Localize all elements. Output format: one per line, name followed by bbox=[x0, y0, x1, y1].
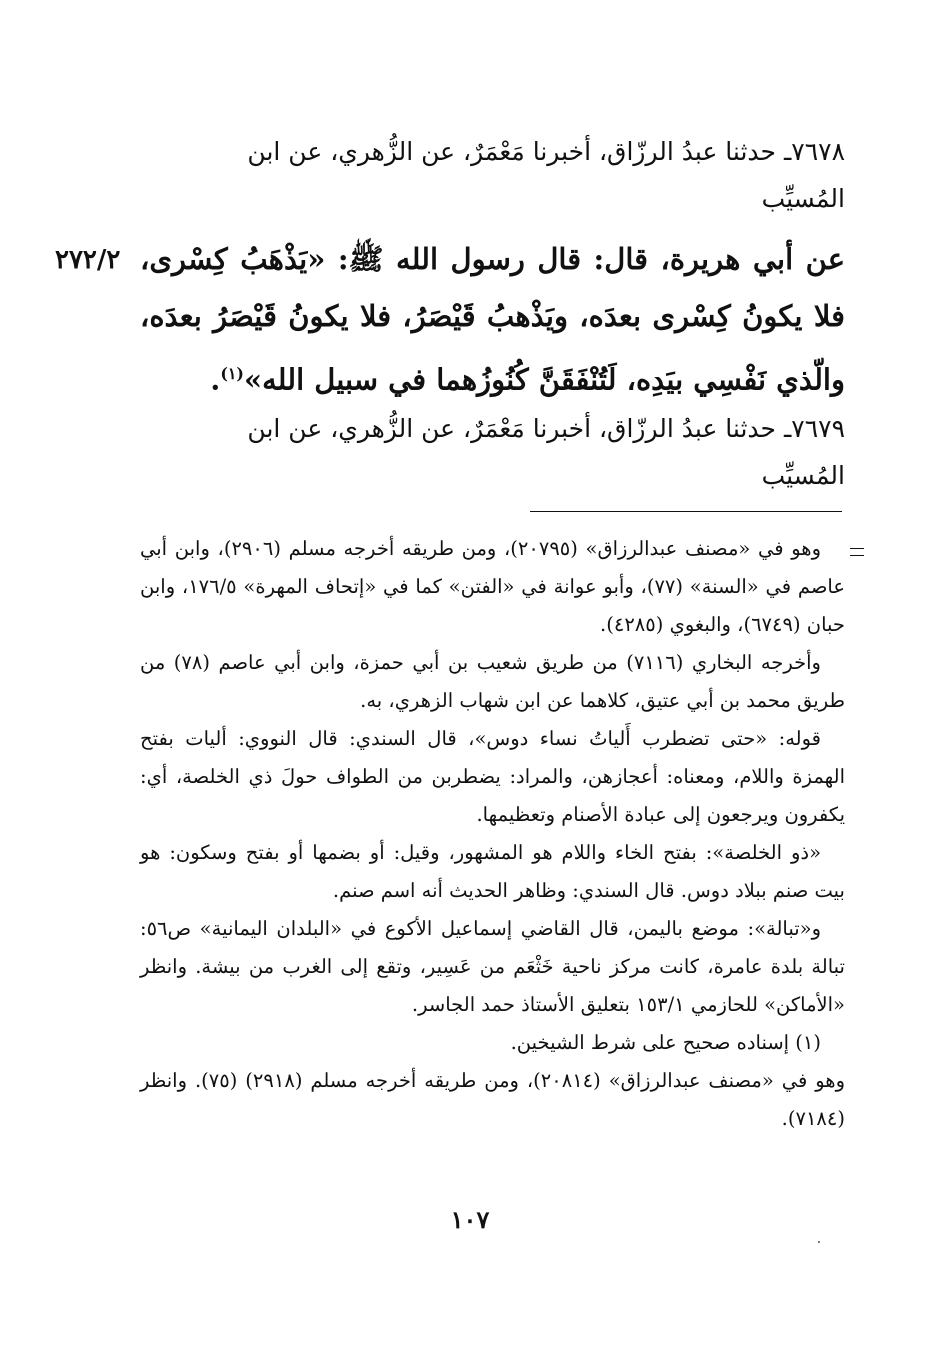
footnote-paragraph: قوله: «حتى تضطرب أَلياتُ نساء دوس»، قال السندي: قال النووي: أليات بفتح الهمزة واللام، ومعناه: أعجازهن، والمراد: يضطربن من الطواف حولَ ذي الخلصة، أي: يكفرون ويرجعون إلى عبادة الأصنام وتعظيمها. bbox=[140, 727, 845, 826]
hadith-7679-number: ٧٦٧٩ـ bbox=[783, 414, 845, 443]
continuation-mark bbox=[850, 548, 864, 556]
footnote-marker: (١) bbox=[220, 364, 244, 383]
footnote-separator bbox=[530, 511, 842, 512]
hadith-7678-isnad-text: حدثنا عبدُ الرزّاق، أخبرنا مَعْمَرٌ، عن الزُّهري، عن ابن bbox=[247, 137, 776, 166]
hadith-7678-matn-text: عن أبي هريرة، قال: قال رسول الله ﷺ: «يَذْهَبُ كِسْرى، فلا يكونُ كِسْرى بعدَه، ويَذْهبُ قَيْصَرُ، فلا يكونُ قَيْصَرُ بعدَه، والّذي نَفْسِي بيَدِه، لَتُنْفَقَنَّ كُنُوزُهما في سبيل الله» bbox=[140, 242, 845, 397]
hadith-7678-matn-end: . bbox=[210, 362, 221, 397]
footnote-paragraph: وهو في «مصنف عبدالرزاق» (٢٠٧٩٥)، ومن طريقه أخرجه مسلم (٢٩٠٦)، وابن أبي عاصم في «السنة» (٧٧)، وأبو عوانة في «الفتن» كما في «إتحاف المهرة» ١٧٦/٥، وابن حبان (٦٧٤٩)، والبغوي (٤٢٨٥). bbox=[140, 537, 845, 636]
footnotes bbox=[140, 530, 845, 1138]
hadith-7679-isnad bbox=[140, 405, 845, 499]
hadith-7678-isnad-line1 bbox=[140, 128, 845, 175]
page-number: ١٠٧ bbox=[450, 1205, 490, 1234]
margin-volume-page-reference: ٢٧٢/٢ bbox=[55, 245, 121, 275]
hadith-7678-isnad-line2: المُسيِّب bbox=[761, 184, 845, 213]
hadith-7679-isnad-text: حدثنا عبدُ الرزّاق، أخبرنا مَعْمَرٌ، عن الزُّهري، عن ابن bbox=[247, 414, 776, 443]
hadith-7679-isnad-line2: المُسيِّب bbox=[761, 461, 845, 490]
hadith-7678-number: ٧٦٧٨ـ bbox=[783, 137, 845, 166]
footnote-paragraph: «ذو الخلصة»: بفتح الخاء واللام هو المشهور، وقيل: أو بضمها أو بفتح وسكون: هو بيت صنم ببلاد دوس. قال السندي: وظاهر الحديث أنه اسم صنم. bbox=[140, 841, 845, 902]
footnote-paragraph: وأخرجه البخاري (٧١١٦) من طريق شعيب بن أبي حمزة، وابن أبي عاصم (٧٨) من طريق محمد بن أبي عتيق، كلاهما عن ابن شهاب الزهري، به. bbox=[140, 651, 845, 712]
footnote-paragraph: وهو في «مصنف عبدالرزاق» (٢٠٨١٤)، ومن طريقه أخرجه مسلم (٢٩١٨) (٧٥). وانظر (٧١٨٤). bbox=[140, 1069, 846, 1130]
hadith-7678-isnad bbox=[140, 128, 845, 222]
scan-speck bbox=[818, 1241, 820, 1243]
footnote-1: (١) إسناده صحيح على شرط الشيخين. bbox=[510, 1031, 821, 1054]
hadith-7679-isnad-line1 bbox=[140, 405, 845, 452]
footnote-paragraph: و«تبالة»: موضع باليمن، قال القاضي إسماعيل الأكوع في «البلدان اليمانية» ص٥٦: تبالة بلدة عامرة، كانت مركز ناحية خَثْعَم من عَسِير، وتقع إلى الغرب من بيشة. وانظر «الأماكن» للحازمي ١٥٣/١ بتعليق الأستاذ حمد الجاسر. bbox=[140, 917, 845, 1016]
hadith-7678-matn bbox=[140, 231, 845, 409]
